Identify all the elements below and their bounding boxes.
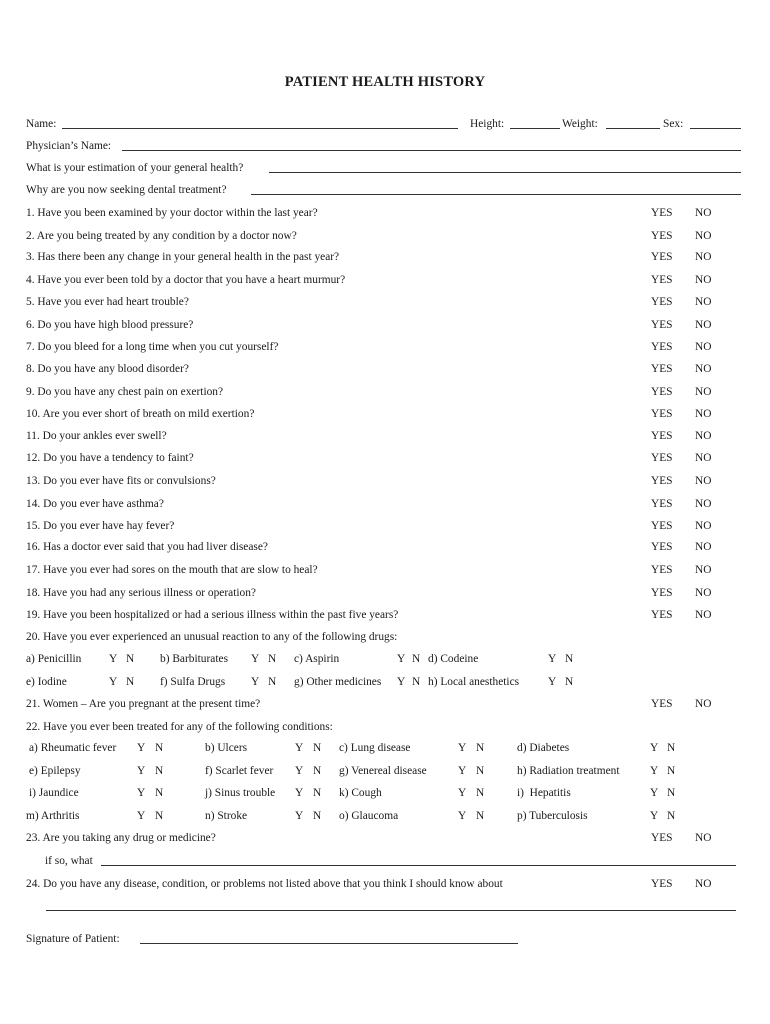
condition-stroke: n) Stroke — [205, 810, 248, 822]
y-option[interactable]: Y — [137, 810, 146, 822]
question-8: 8. Do you have any blood disorder? — [26, 363, 189, 375]
y-option[interactable]: Y — [295, 742, 304, 754]
height-field[interactable] — [510, 128, 560, 129]
sex-label: Sex: — [663, 118, 684, 130]
condition-ulcers: b) Ulcers — [205, 742, 248, 754]
question-18: 18. Have you had any serious illness or operation? — [26, 587, 256, 599]
drug-barbiturates: b) Barbiturates — [160, 653, 229, 665]
signature-field[interactable] — [140, 943, 518, 944]
no-option[interactable]: NO — [695, 230, 712, 242]
n-option[interactable]: N — [126, 653, 135, 665]
drug-iodine: e) Iodine — [26, 676, 67, 688]
question-13: 13. Do you ever have fits or convulsions? — [26, 475, 216, 487]
q23-followup-field[interactable] — [101, 865, 736, 866]
y-option[interactable]: Y — [109, 676, 118, 688]
yes-option[interactable]: YES — [651, 296, 673, 308]
y-option[interactable]: Y — [251, 676, 260, 688]
signature-label: Signature of Patient: — [26, 933, 120, 945]
yes-option[interactable]: YES — [651, 832, 673, 844]
yes-option[interactable]: YES — [651, 408, 673, 420]
sex-field[interactable] — [690, 128, 741, 129]
question-15: 15. Do you ever have hay fever? — [26, 520, 175, 532]
n-option[interactable]: N — [126, 676, 135, 688]
question-14: 14. Do you ever have asthma? — [26, 498, 164, 510]
yes-option[interactable]: YES — [651, 319, 673, 331]
n-option[interactable]: N — [155, 742, 164, 754]
question-24: 24. Do you have any disease, condition, or problems not listed above that you think I should know about — [26, 878, 503, 890]
condition-arthritis: m) Arthritis — [26, 810, 80, 822]
yes-option[interactable]: YES — [651, 475, 673, 487]
n-option[interactable]: N — [476, 810, 485, 822]
y-option[interactable]: Y — [295, 810, 304, 822]
y-option[interactable]: Y — [137, 765, 146, 777]
yes-option[interactable]: YES — [651, 520, 673, 532]
why-label: Why are you now seeking dental treatment? — [26, 184, 227, 196]
question-10: 10. Are you ever short of breath on mild exertion? — [26, 408, 255, 420]
condition-cough: k) Cough — [339, 787, 382, 799]
condition-scarlet-fever: f) Scarlet fever — [205, 765, 274, 777]
no-option[interactable]: NO — [695, 587, 712, 599]
n-option[interactable]: N — [155, 787, 164, 799]
no-option[interactable]: NO — [695, 498, 712, 510]
drug-local-anesthetics: h) Local anesthetics — [428, 676, 520, 688]
no-option[interactable]: NO — [695, 363, 712, 375]
no-option[interactable]: NO — [695, 878, 712, 890]
n-option[interactable]: N — [667, 787, 676, 799]
condition-diabetes: d) Diabetes — [517, 742, 570, 754]
n-option[interactable]: N — [476, 742, 485, 754]
yes-option[interactable]: YES — [651, 698, 673, 710]
condition-glaucoma: o) Glaucoma — [339, 810, 399, 822]
n-option[interactable]: N — [667, 742, 676, 754]
n-option[interactable]: N — [268, 653, 277, 665]
y-option[interactable]: Y — [548, 676, 557, 688]
question-7: 7. Do you bleed for a long time when you cut yourself? — [26, 341, 279, 353]
q23-followup-label: if so, what — [45, 855, 93, 867]
y-option[interactable]: Y — [295, 787, 304, 799]
n-option[interactable]: N — [476, 765, 485, 777]
no-option[interactable]: NO — [695, 832, 712, 844]
yes-option[interactable]: YES — [651, 251, 673, 263]
yes-option[interactable]: YES — [651, 230, 673, 242]
name-field[interactable] — [62, 128, 458, 129]
y-option[interactable]: Y — [458, 742, 467, 754]
n-option[interactable]: N — [565, 676, 574, 688]
y-option[interactable]: Y — [295, 765, 304, 777]
n-option[interactable]: N — [313, 765, 322, 777]
question-9: 9. Do you have any chest pain on exertion? — [26, 386, 224, 398]
y-option[interactable]: Y — [109, 653, 118, 665]
y-option[interactable]: Y — [397, 676, 406, 688]
yes-option[interactable]: YES — [651, 430, 673, 442]
question-19: 19. Have you been hospitalized or had a serious illness within the past five years? — [26, 609, 399, 621]
height-label: Height: — [470, 118, 505, 130]
yes-option[interactable]: YES — [651, 564, 673, 576]
weight-label: Weight: — [562, 118, 598, 130]
drug-codeine: d) Codeine — [428, 653, 479, 665]
no-option[interactable]: NO — [695, 541, 712, 553]
condition-rheumatic-fever: a) Rheumatic fever — [29, 742, 117, 754]
question-2: 2. Are you being treated by any condition by a doctor now? — [26, 230, 297, 242]
n-option[interactable]: N — [412, 676, 421, 688]
question-4: 4. Have you ever been told by a doctor that you have a heart murmur? — [26, 274, 346, 286]
condition-lung-disease: c) Lung disease — [339, 742, 411, 754]
question-23: 23. Are you taking any drug or medicine? — [26, 832, 216, 844]
condition-venereal-disease: g) Venereal disease — [339, 765, 427, 777]
n-option[interactable]: N — [476, 787, 485, 799]
n-option[interactable]: N — [155, 810, 164, 822]
no-option[interactable]: NO — [695, 207, 712, 219]
q24-details-field[interactable] — [46, 910, 736, 911]
question-6: 6. Do you have high blood pressure? — [26, 319, 194, 331]
question-17: 17. Have you ever had sores on the mouth that are slow to heal? — [26, 564, 318, 576]
n-option[interactable]: N — [667, 765, 676, 777]
drug-sulfa: f) Sulfa Drugs — [160, 676, 226, 688]
estimation-field[interactable] — [269, 172, 741, 173]
question-11: 11. Do your ankles ever swell? — [26, 430, 167, 442]
no-option[interactable]: NO — [695, 319, 712, 331]
estimation-label: What is your estimation of your general health? — [26, 162, 244, 174]
physician-label: Physician’s Name: — [26, 140, 112, 152]
why-field[interactable] — [251, 194, 741, 195]
yes-option[interactable]: YES — [651, 587, 673, 599]
y-option[interactable]: Y — [458, 765, 467, 777]
drug-penicillin: a) Penicillin — [26, 653, 82, 665]
question-12: 12. Do you have a tendency to faint? — [26, 452, 194, 464]
no-option[interactable]: NO — [695, 698, 712, 710]
question-1: 1. Have you been examined by your doctor within the last year? — [26, 207, 318, 219]
n-option[interactable]: N — [313, 787, 322, 799]
yes-option[interactable]: YES — [651, 452, 673, 464]
no-option[interactable]: NO — [695, 430, 712, 442]
name-label: Name: — [26, 118, 57, 130]
y-option[interactable]: Y — [458, 810, 467, 822]
drug-other-medicines: g) Other medicines — [294, 676, 382, 688]
condition-tuberculosis: p) Tuberculosis — [517, 810, 588, 822]
question-21: 21. Women – Are you pregnant at the present time? — [26, 698, 261, 710]
physician-field[interactable] — [122, 150, 741, 151]
yes-option[interactable]: YES — [651, 274, 673, 286]
no-option[interactable]: NO — [695, 341, 712, 353]
no-option[interactable]: NO — [695, 520, 712, 532]
condition-epilepsy: e) Epilepsy — [29, 765, 81, 777]
question-16: 16. Has a doctor ever said that you had liver disease? — [26, 541, 268, 553]
n-option[interactable]: N — [667, 810, 676, 822]
form-title: PATIENT HEALTH HISTORY — [284, 74, 486, 90]
y-option[interactable]: Y — [548, 653, 557, 665]
yes-option[interactable]: YES — [651, 363, 673, 375]
n-option[interactable]: N — [155, 765, 164, 777]
yes-option[interactable]: YES — [651, 341, 673, 353]
yes-option[interactable]: YES — [651, 541, 673, 553]
condition-jaundice: i) Jaundice — [29, 787, 79, 799]
yes-option[interactable]: YES — [651, 609, 673, 621]
n-option[interactable]: N — [565, 653, 574, 665]
yes-option[interactable]: YES — [651, 498, 673, 510]
yes-option[interactable]: YES — [651, 207, 673, 219]
drug-aspirin: c) Aspirin — [294, 653, 340, 665]
question-22: 22. Have you ever been treated for any of the following conditions: — [26, 721, 333, 733]
y-option[interactable]: Y — [650, 787, 659, 799]
no-option[interactable]: NO — [695, 564, 712, 576]
condition-sinus-trouble: j) Sinus trouble — [205, 787, 276, 799]
no-option[interactable]: NO — [695, 408, 712, 420]
yes-option[interactable]: YES — [651, 386, 673, 398]
y-option[interactable]: Y — [137, 742, 146, 754]
n-option[interactable]: N — [412, 653, 421, 665]
no-option[interactable]: NO — [695, 296, 712, 308]
y-option[interactable]: Y — [650, 810, 659, 822]
y-option[interactable]: Y — [251, 653, 260, 665]
condition-radiation-treatment: h) Radiation treatment — [517, 765, 620, 777]
yes-option[interactable]: YES — [651, 878, 673, 890]
y-option[interactable]: Y — [397, 653, 406, 665]
y-option[interactable]: Y — [458, 787, 467, 799]
question-5: 5. Have you ever had heart trouble? — [26, 296, 189, 308]
no-option[interactable]: NO — [695, 609, 712, 621]
question-20: 20. Have you ever experienced an unusual reaction to any of the following drugs: — [26, 631, 398, 643]
no-option[interactable]: NO — [695, 251, 712, 263]
weight-field[interactable] — [606, 128, 660, 129]
n-option[interactable]: N — [313, 810, 322, 822]
question-3: 3. Has there been any change in your general health in the past year? — [26, 251, 340, 263]
y-option[interactable]: Y — [650, 765, 659, 777]
y-option[interactable]: Y — [650, 742, 659, 754]
y-option[interactable]: Y — [137, 787, 146, 799]
no-option[interactable]: NO — [695, 475, 712, 487]
n-option[interactable]: N — [268, 676, 277, 688]
no-option[interactable]: NO — [695, 452, 712, 464]
n-option[interactable]: N — [313, 742, 322, 754]
condition-hepatitis: i) Hepatitis — [517, 787, 571, 799]
no-option[interactable]: NO — [695, 274, 712, 286]
no-option[interactable]: NO — [695, 386, 712, 398]
